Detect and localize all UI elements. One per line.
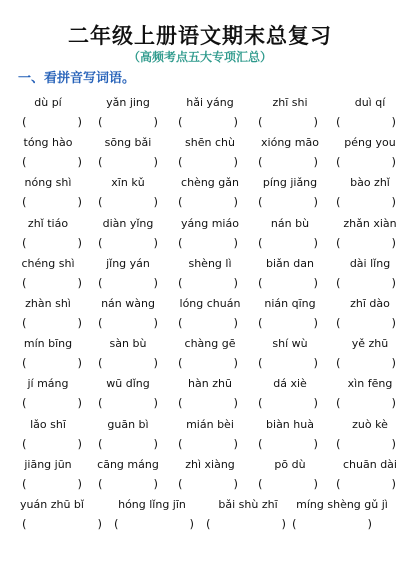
close-paren: ) [391, 235, 396, 250]
pinyin-item: zhǎn xiàn [343, 216, 397, 230]
close-paren: ) [233, 235, 238, 250]
open-paren: ( [336, 396, 341, 411]
answer-blank[interactable] [22, 316, 82, 330]
pinyin-item: hàn zhū [188, 377, 232, 391]
pinyin-item: xióng māo [261, 136, 319, 150]
pinyin-item: sàn bù [109, 337, 147, 351]
open-paren: ( [22, 476, 27, 491]
pinyin-item: lóng chuán [179, 297, 241, 310]
open-paren: ( [336, 195, 341, 210]
page-title: 二年级上册语文期末总复习 [68, 24, 332, 48]
answer-blank[interactable] [292, 517, 372, 531]
answer-blank[interactable] [22, 195, 82, 209]
close-paren: ) [233, 275, 238, 290]
pinyin-item: péng you [344, 136, 396, 150]
pinyin-item: duì qí [354, 96, 386, 109]
answer-blank[interactable] [336, 396, 396, 410]
answer-blank[interactable] [336, 115, 396, 129]
answer-blank[interactable] [258, 396, 318, 410]
close-paren: ) [233, 396, 238, 411]
pinyin-item: hǎi yáng [186, 96, 234, 109]
pinyin-item: dá xiè [273, 377, 307, 391]
pinyin-item: bǎi shù zhī [218, 498, 278, 511]
pinyin-item: míng shèng gǔ jì [296, 498, 388, 511]
pinyin-item: píng jiǎng [262, 176, 318, 190]
answer-blank[interactable] [178, 477, 238, 491]
close-paren: ) [233, 195, 238, 210]
answer-blank[interactable] [336, 437, 396, 451]
open-paren: ( [258, 356, 263, 371]
close-paren: ) [153, 275, 158, 290]
answer-blank[interactable] [22, 155, 82, 169]
close-paren: ) [77, 235, 82, 250]
answer-blank[interactable] [178, 115, 238, 129]
close-paren: ) [153, 115, 158, 129]
answer-blank[interactable] [98, 195, 158, 209]
pinyin-item: nán wàng [101, 297, 155, 310]
close-paren: ) [77, 115, 82, 129]
pinyin-item: xìn fēng [347, 377, 393, 391]
answer-blank[interactable] [98, 437, 158, 451]
pinyin-item: wū dǐng [106, 377, 150, 391]
close-paren: ) [391, 195, 396, 210]
answer-blank[interactable] [178, 356, 238, 370]
close-paren: ) [233, 155, 238, 170]
open-paren: ( [98, 275, 103, 290]
close-paren: ) [391, 396, 396, 411]
open-paren: ( [178, 235, 183, 250]
open-paren: ( [336, 115, 341, 129]
close-paren: ) [391, 316, 396, 330]
answer-blank[interactable] [22, 356, 82, 370]
close-paren: ) [77, 275, 82, 290]
pinyin-item: hóng lǐng jīn [118, 498, 186, 511]
open-paren: ( [22, 275, 27, 290]
answer-blank[interactable] [22, 477, 82, 491]
pinyin-item: biǎn dan [266, 256, 314, 270]
open-paren: ( [336, 275, 341, 290]
close-paren: ) [153, 316, 158, 330]
answer-blank[interactable] [98, 396, 158, 410]
pinyin-item: yě zhū [351, 337, 389, 351]
pinyin-item: zuò kè [352, 417, 388, 431]
close-paren: ) [233, 356, 238, 371]
pinyin-item: cāng máng [97, 457, 159, 471]
pinyin-item: zhì xiàng [185, 457, 235, 471]
answer-blank[interactable] [178, 236, 238, 250]
section-heading: 一、看拼音写词语。 [18, 71, 136, 86]
open-paren: ( [178, 195, 183, 210]
open-paren: ( [178, 476, 183, 491]
open-paren: ( [22, 316, 27, 330]
answer-blank[interactable] [178, 316, 238, 330]
answer-blank[interactable] [258, 115, 318, 129]
page-subtitle: （高频考点五大专项汇总） [127, 50, 272, 64]
answer-blank[interactable] [22, 236, 82, 250]
open-paren: ( [22, 436, 27, 451]
pinyin-item: dài lǐng [349, 256, 391, 270]
close-paren: ) [77, 356, 82, 371]
close-paren: ) [77, 476, 82, 491]
open-paren: ( [258, 476, 263, 491]
pinyin-item: nóng shì [24, 176, 72, 190]
close-paren: ) [313, 436, 318, 451]
answer-blank[interactable] [98, 356, 158, 370]
answer-blank[interactable] [258, 477, 318, 491]
pinyin-item: jí máng [27, 377, 69, 391]
close-paren: ) [313, 195, 318, 210]
answer-blank[interactable] [336, 195, 396, 209]
pinyin-item: mián bèi [186, 417, 234, 431]
answer-blank[interactable] [178, 276, 238, 290]
close-paren: ) [391, 115, 396, 129]
open-paren: ( [336, 235, 341, 250]
open-paren: ( [336, 436, 341, 451]
close-paren: ) [77, 316, 82, 330]
close-paren: ) [77, 195, 82, 210]
close-paren: ) [313, 275, 318, 290]
answer-blank[interactable] [206, 517, 286, 531]
answer-blank[interactable] [258, 437, 318, 451]
close-paren: ) [313, 155, 318, 170]
close-paren: ) [153, 436, 158, 451]
answer-blank[interactable] [98, 155, 158, 169]
close-paren: ) [313, 115, 318, 129]
pinyin-item: jiāng jūn [24, 457, 72, 471]
close-paren: ) [233, 476, 238, 491]
pinyin-item: chéng shì [21, 256, 75, 270]
close-paren: ) [153, 235, 158, 250]
close-paren: ) [313, 396, 318, 411]
open-paren: ( [178, 316, 183, 330]
close-paren: ) [391, 275, 396, 290]
close-paren: ) [153, 476, 158, 491]
pinyin-item: shí wù [272, 337, 308, 351]
close-paren: ) [153, 195, 158, 210]
open-paren: ( [258, 275, 263, 290]
answer-blank[interactable] [178, 437, 238, 451]
answer-blank[interactable] [336, 155, 396, 169]
close-paren: ) [367, 517, 372, 531]
close-paren: ) [313, 356, 318, 371]
close-paren: ) [391, 436, 396, 451]
answer-blank[interactable] [178, 195, 238, 209]
close-paren: ) [233, 316, 238, 330]
answer-blank[interactable] [258, 195, 318, 209]
answer-blank[interactable] [98, 236, 158, 250]
answer-blank[interactable] [22, 115, 82, 129]
close-paren: ) [391, 155, 396, 170]
answer-blank[interactable] [178, 396, 238, 410]
close-paren: ) [77, 396, 82, 411]
open-paren: ( [22, 396, 27, 411]
open-paren: ( [178, 436, 183, 451]
answer-blank[interactable] [22, 276, 82, 290]
open-paren: ( [178, 155, 183, 170]
pinyin-item: yǎn jing [106, 96, 150, 109]
answer-blank[interactable] [22, 517, 102, 531]
pinyin-item: biàn huà [266, 417, 314, 431]
close-paren: ) [391, 476, 396, 491]
pinyin-item: mín bīng [23, 337, 73, 351]
answer-blank[interactable] [98, 477, 158, 491]
open-paren: ( [98, 115, 103, 129]
close-paren: ) [313, 316, 318, 330]
pinyin-item: zhǐ tiáo [27, 216, 69, 230]
answer-blank[interactable] [98, 276, 158, 290]
open-paren: ( [258, 235, 263, 250]
close-paren: ) [281, 517, 286, 531]
open-paren: ( [336, 356, 341, 371]
open-paren: ( [178, 396, 183, 411]
open-paren: ( [98, 155, 103, 170]
pinyin-item: lǎo shī [30, 417, 66, 431]
open-paren: ( [336, 476, 341, 491]
pinyin-item: bào zhǐ [350, 176, 390, 190]
open-paren: ( [258, 396, 263, 411]
open-paren: ( [22, 155, 27, 170]
close-paren: ) [313, 476, 318, 491]
open-paren: ( [178, 115, 183, 129]
open-paren: ( [98, 476, 103, 491]
open-paren: ( [22, 356, 27, 371]
answer-blank[interactable] [258, 155, 318, 169]
answer-blank[interactable] [336, 316, 396, 330]
close-paren: ) [77, 436, 82, 451]
answer-blank[interactable] [22, 437, 82, 451]
answer-blank[interactable] [98, 115, 158, 129]
pinyin-item: chèng gǎn [181, 176, 239, 190]
pinyin-item: shēn chù [185, 136, 235, 150]
answer-blank[interactable] [178, 155, 238, 169]
open-paren: ( [22, 517, 27, 531]
answer-blank[interactable] [258, 356, 318, 370]
answer-blank[interactable] [114, 517, 194, 531]
close-paren: ) [233, 115, 238, 129]
open-paren: ( [22, 115, 27, 129]
pinyin-item: zhī shi [272, 96, 308, 109]
answer-blank[interactable] [98, 316, 158, 330]
pinyin-item: chàng gē [184, 337, 236, 351]
open-paren: ( [258, 155, 263, 170]
pinyin-item: sōng bǎi [104, 136, 152, 150]
open-paren: ( [258, 436, 263, 451]
answer-blank[interactable] [336, 276, 396, 290]
answer-blank[interactable] [336, 236, 396, 250]
open-paren: ( [336, 316, 341, 330]
pinyin-item: dù pí [34, 96, 62, 109]
close-paren: ) [77, 155, 82, 170]
answer-blank[interactable] [336, 477, 396, 491]
close-paren: ) [153, 396, 158, 411]
close-paren: ) [233, 436, 238, 451]
answer-blank[interactable] [258, 236, 318, 250]
open-paren: ( [114, 517, 119, 531]
open-paren: ( [22, 195, 27, 210]
pinyin-item: jǐng yán [106, 256, 150, 270]
pinyin-item: zhàn shì [25, 297, 71, 310]
open-paren: ( [98, 396, 103, 411]
open-paren: ( [206, 517, 211, 531]
pinyin-item: yuán zhū bǐ [20, 498, 84, 511]
pinyin-item: chuān dài [343, 457, 397, 471]
open-paren: ( [178, 275, 183, 290]
open-paren: ( [98, 436, 103, 451]
pinyin-item: shèng lì [188, 256, 232, 270]
pinyin-item: guān bì [107, 417, 149, 431]
open-paren: ( [98, 235, 103, 250]
pinyin-item: yáng miáo [181, 216, 239, 230]
open-paren: ( [98, 356, 103, 371]
open-paren: ( [98, 316, 103, 330]
open-paren: ( [292, 517, 297, 531]
open-paren: ( [258, 115, 263, 129]
pinyin-item: zhī dào [350, 297, 390, 310]
open-paren: ( [258, 195, 263, 210]
open-paren: ( [98, 195, 103, 210]
close-paren: ) [97, 517, 102, 531]
pinyin-item: nán bù [270, 216, 310, 230]
close-paren: ) [153, 155, 158, 170]
pinyin-item: xīn kǔ [111, 176, 145, 190]
open-paren: ( [336, 155, 341, 170]
pinyin-item: diàn yǐng [102, 216, 154, 230]
close-paren: ) [391, 356, 396, 371]
pinyin-item: nián qīng [264, 297, 316, 310]
answer-blank[interactable] [258, 276, 318, 290]
pinyin-item: tóng hào [23, 136, 73, 150]
close-paren: ) [189, 517, 194, 531]
answer-blank[interactable] [22, 396, 82, 410]
answer-blank[interactable] [336, 356, 396, 370]
answer-blank[interactable] [258, 316, 318, 330]
open-paren: ( [258, 316, 263, 330]
close-paren: ) [313, 235, 318, 250]
pinyin-item: pō dù [274, 457, 306, 471]
open-paren: ( [178, 356, 183, 371]
close-paren: ) [153, 356, 158, 371]
open-paren: ( [22, 235, 27, 250]
